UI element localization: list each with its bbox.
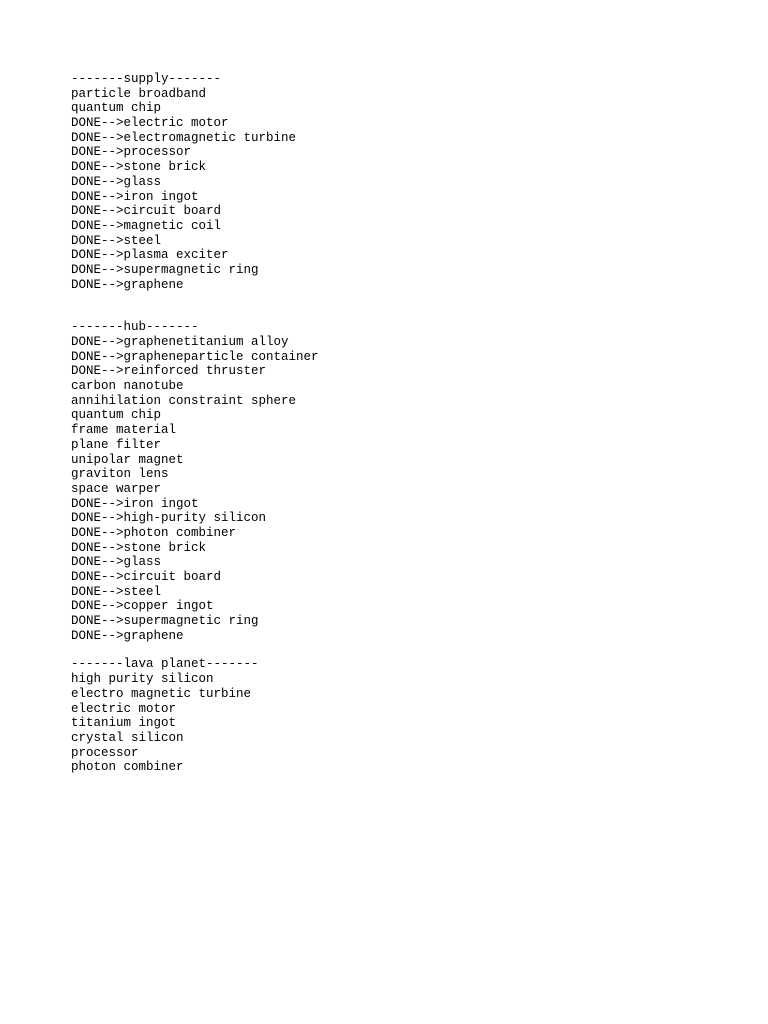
list-item: annihilation constraint sphere [71, 393, 297, 408]
list-item: DONE-->reinforced thruster [71, 364, 267, 379]
list-item: DONE-->circuit board [71, 204, 222, 219]
list-item: electro magnetic turbine [71, 686, 252, 701]
list-item: DONE-->graphene [71, 277, 184, 292]
section-heading: -------supply------- [71, 72, 222, 86]
list-item: DONE-->graphenetitanium alloy [71, 335, 289, 349]
list-item: unipolar magnet [71, 452, 184, 467]
list-item: DONE-->iron ingot [71, 189, 199, 204]
list-item: DONE-->copper ingot [71, 599, 214, 614]
section-heading: -------lava planet------- [71, 657, 259, 672]
section-supply [71, 72, 711, 292]
list-item: space warper [71, 481, 162, 496]
list-item: graviton lens [71, 467, 169, 482]
list-item: DONE-->circuit board [71, 570, 222, 584]
section-lava-planet [71, 657, 711, 775]
list-item: DONE-->high-purity silicon [71, 511, 267, 526]
list-item: quantum chip [71, 101, 162, 116]
section-heading: -------hub------- [71, 320, 199, 335]
list-item: DONE-->stone brick [71, 160, 207, 175]
list-item: DONE-->stone brick [71, 540, 207, 555]
list-item: DONE-->electric motor [71, 116, 229, 131]
list-item: processor [71, 745, 139, 760]
list-item: DONE-->steel [71, 233, 162, 248]
list-item: DONE-->steel [71, 584, 162, 599]
list-item: DONE-->processor [71, 145, 192, 160]
list-item: high purity silicon [71, 672, 214, 687]
list-item: plane filter [71, 437, 162, 452]
list-item: electric motor [71, 701, 177, 716]
list-item: crystal silicon [71, 730, 184, 745]
list-item: DONE-->graphene [71, 628, 184, 643]
list-item: carbon nanotube [71, 379, 184, 394]
list-item: DONE-->supermagnetic ring [71, 262, 259, 277]
list-item: DONE-->grapheneparticle container [71, 349, 319, 364]
list-item: DONE-->supermagnetic ring [71, 614, 259, 629]
list-item: DONE-->magnetic coil [71, 218, 222, 233]
list-item: quantum chip [71, 408, 162, 423]
section-hub [71, 320, 711, 643]
list-item: particle broadband [71, 86, 207, 101]
list-item: photon combiner [71, 760, 184, 775]
list-item: DONE-->electromagnetic turbine [71, 130, 297, 145]
list-item: DONE-->plasma exciter [71, 248, 229, 263]
text-document [71, 72, 711, 775]
list-item: titanium ingot [71, 716, 177, 731]
list-item: DONE-->photon combiner [71, 525, 237, 540]
list-item: DONE-->iron ingot [71, 496, 199, 511]
list-item: DONE-->glass [71, 174, 162, 189]
list-item: DONE-->glass [71, 555, 162, 570]
list-item: frame material [71, 423, 177, 438]
